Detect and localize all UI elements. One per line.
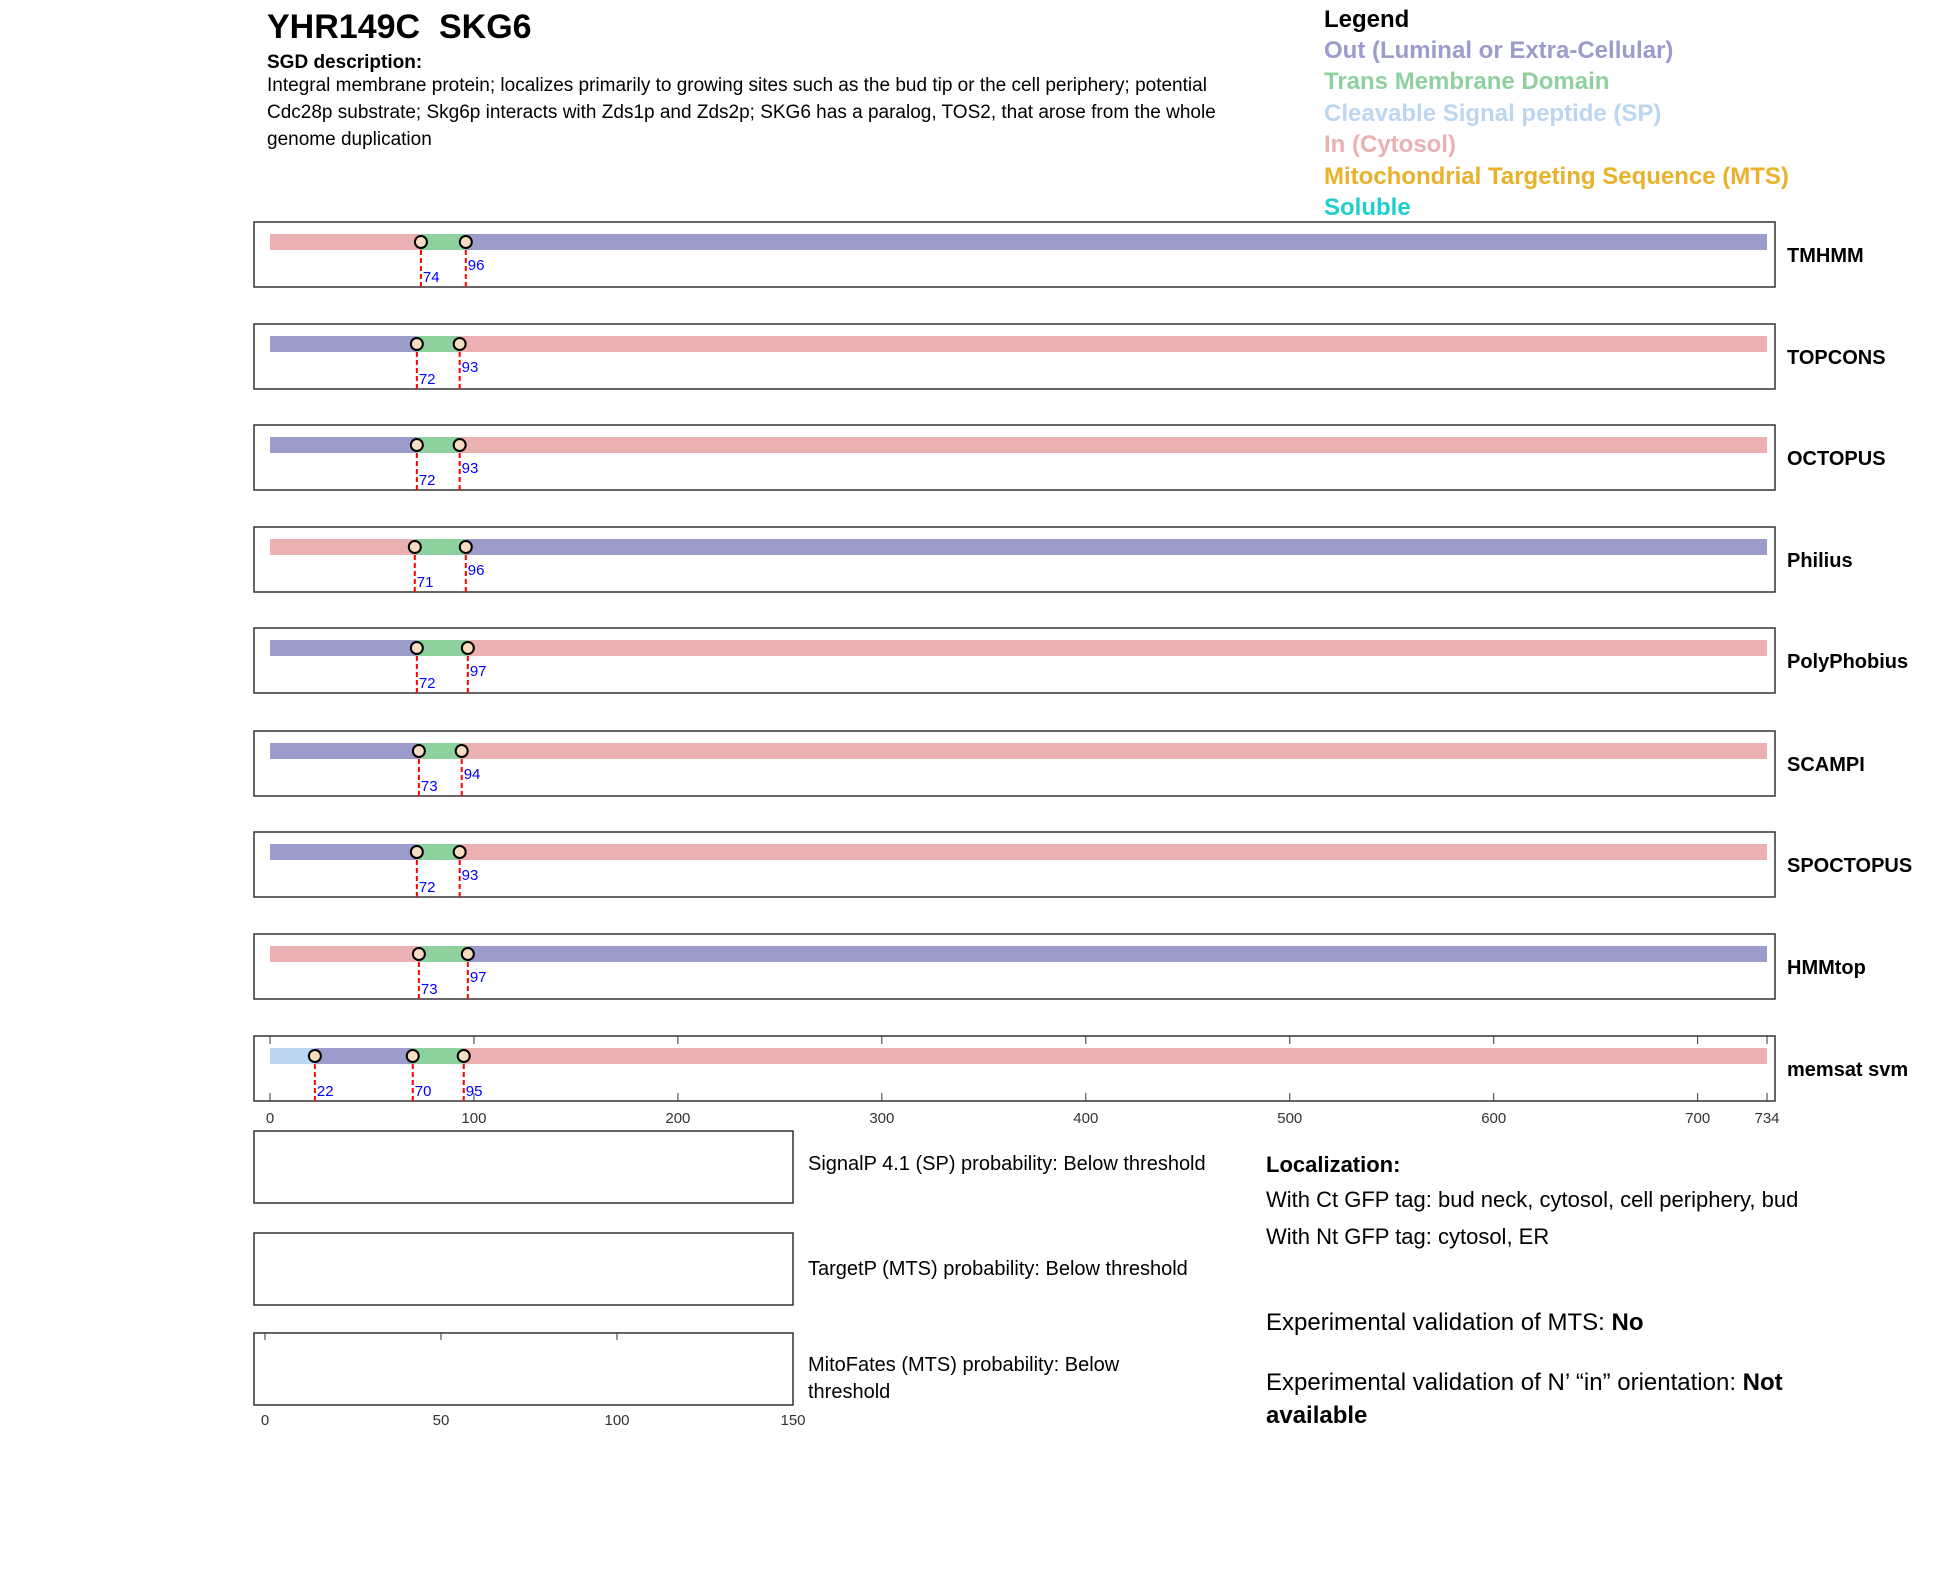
track-hmmtop [254,934,1866,999]
boundary-position-label: 97 [469,663,487,680]
x-tick-label: 300 [869,1110,895,1127]
boundary-position-label: 73 [420,981,438,998]
boundary-marker [411,642,423,654]
method-label: memsat svm [1787,1059,1909,1081]
segment-in [460,844,1767,860]
sgd-description-text: Integral membrane protein; localizes primarily to growing sites such as the bud tip or the cell periphery; potential Cdc28p substrate; Skg6p interacts with Zds1p and Zds2p; SKG6 has a paralog, TOS2, that arose from the whole genome duplication [267,75,1216,150]
probability-box [254,1233,793,1305]
track-philius [254,527,1853,592]
legend-item-in: In (Cytosol) [1324,131,1456,158]
x-tick-label: 100 [461,1110,487,1127]
legend-item-sp: Cleavable Signal peptide (SP) [1324,100,1662,127]
boundary-position-label: 95 [465,1083,483,1100]
method-label: OCTOPUS [1787,448,1886,470]
method-label: HMMtop [1787,957,1866,979]
segment-in [270,234,421,250]
legend-item-mts: Mitochondrial Targeting Sequence (MTS) [1324,163,1789,190]
segment-in [460,336,1767,352]
track-box [254,934,1775,999]
segment-in [270,539,415,555]
prob-tick-label: 100 [604,1412,630,1429]
track-box [254,832,1775,897]
segment-in [460,437,1767,453]
boundary-position-label: 74 [422,269,440,286]
x-tick-label: 400 [1073,1110,1099,1127]
segment-tm [415,539,466,555]
method-label: Philius [1787,550,1853,572]
localization-nt-gfp: With Nt GFP tag: cytosol, ER [1266,1224,1550,1249]
boundary-position-label: 70 [414,1083,432,1100]
boundary-marker [411,338,423,350]
track-spoctopus [254,832,1912,897]
boundary-position-label: 97 [469,969,487,986]
segment-tm [417,640,468,656]
track-topcons [254,324,1886,389]
boundary-marker [411,846,423,858]
boundary-position-label: 93 [461,359,479,376]
x-tick-label: 734 [1754,1110,1780,1127]
boundary-marker [462,642,474,654]
boundary-marker [460,236,472,248]
track-tmhmm [254,222,1864,287]
boundary-position-label: 72 [418,371,436,388]
boundary-marker [462,948,474,960]
localization-heading: Localization: [1266,1152,1401,1177]
method-label: SPOCTOPUS [1787,855,1913,877]
probability-panel-1 [254,1233,793,1305]
boundary-marker [411,439,423,451]
segment-in [464,1048,1767,1064]
track-box [254,425,1775,490]
targetp-label: TargetP (MTS) probability: Below threshold [808,1258,1188,1280]
track-box [254,324,1775,389]
track-box [254,731,1775,796]
boundary-position-label: 93 [461,460,479,477]
segment-tm [413,1048,464,1064]
boundary-marker [409,541,421,553]
experimental-orientation-value: Not available [1266,1369,1783,1429]
prob-tick-label: 50 [432,1412,450,1429]
segment-out [270,640,417,656]
prob-tick-label: 150 [780,1412,806,1429]
boundary-position-label: 71 [416,574,434,591]
x-tick-label: 600 [1481,1110,1507,1127]
track-memsat-svm [254,1036,1908,1127]
legend-item-soluble: Soluble [1324,194,1411,221]
segment-in [270,946,419,962]
boundary-position-label: 22 [316,1083,334,1100]
prob-tick-label: 0 [260,1412,270,1429]
x-tick-label: 500 [1277,1110,1303,1127]
boundary-position-label: 72 [418,879,436,896]
experimental-orientation [1266,1366,1866,1432]
boundary-position-label: 73 [420,778,438,795]
method-label: TMHMM [1787,245,1864,267]
segment-out [270,336,417,352]
probability-box [254,1131,793,1203]
boundary-position-label: 96 [467,562,485,579]
mitofates-label: MitoFates (MTS) probability: Below threshold [808,1354,1120,1403]
method-label: PolyPhobius [1787,651,1909,673]
segment-out [466,539,1767,555]
segment-in [462,743,1767,759]
track-polyphobius [254,628,1908,693]
gene-title: YHR149C SKG6 [267,8,532,46]
boundary-position-label: 94 [463,766,481,783]
probability-panel-2 [254,1333,806,1429]
experimental-orientation-prefix: Experimental validation of N’ “in” orientation: [1266,1369,1743,1396]
segment-out [270,743,419,759]
boundary-marker [413,948,425,960]
segment-out [466,234,1767,250]
boundary-marker [407,1050,419,1062]
signalp-label: SignalP 4.1 (SP) probability: Below threshold [808,1153,1206,1175]
segment-out [315,1048,413,1064]
segment-out [270,437,417,453]
boundary-marker [415,236,427,248]
experimental-mts [1266,1306,1866,1339]
probability-panel-0 [254,1131,793,1203]
sgd-description-heading: SGD description: [267,52,423,73]
boundary-marker [454,338,466,350]
boundary-marker [460,541,472,553]
x-tick-label: 700 [1685,1110,1711,1127]
track-box [254,222,1775,287]
x-tick-label: 0 [265,1110,275,1127]
track-octopus [254,425,1886,490]
segment-out [468,946,1767,962]
track-box [254,628,1775,693]
boundary-marker [456,745,468,757]
method-label: SCAMPI [1787,754,1865,776]
boundary-position-label: 72 [418,472,436,489]
segment-out [270,844,417,860]
track-box [254,527,1775,592]
boundary-position-label: 96 [467,257,485,274]
boundary-marker [454,439,466,451]
boundary-marker [454,846,466,858]
boundary-marker [413,745,425,757]
legend-item-tm: Trans Membrane Domain [1324,68,1610,95]
boundary-position-label: 93 [461,867,479,884]
boundary-position-label: 72 [418,675,436,692]
boundary-marker [458,1050,470,1062]
boundary-marker [309,1050,321,1062]
localization-ct-gfp: With Ct GFP tag: bud neck, cytosol, cell periphery, bud [1266,1187,1799,1212]
experimental-mts-value: No [1611,1309,1644,1336]
legend-item-out: Out (Luminal or Extra-Cellular) [1324,37,1674,64]
x-tick-label: 200 [665,1110,691,1127]
segment-in [468,640,1767,656]
method-label: TOPCONS [1787,347,1886,369]
track-scampi [254,731,1865,796]
probability-box [254,1333,793,1405]
segment-tm [419,946,468,962]
legend-title: Legend [1324,6,1410,33]
experimental-mts-prefix: Experimental validation of MTS: [1266,1309,1612,1336]
